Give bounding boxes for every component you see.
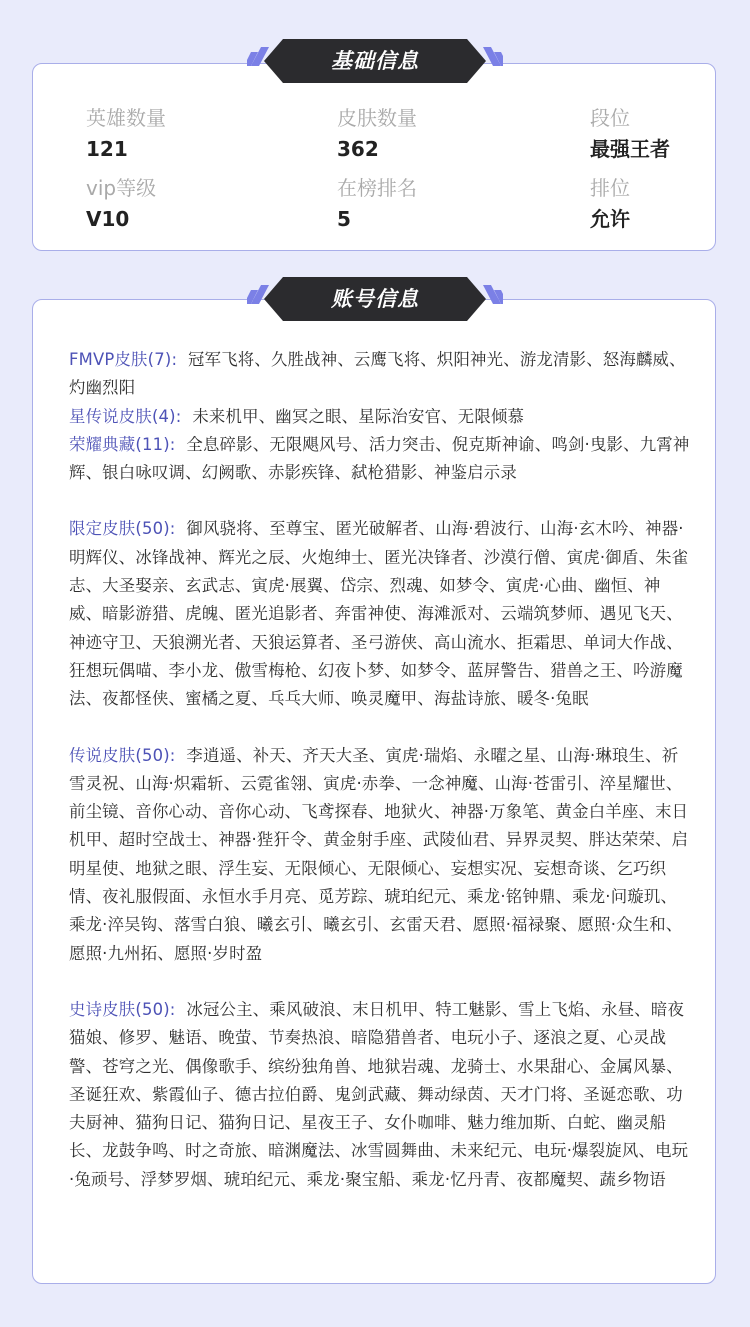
- stat-leaderboard-rank: [337, 174, 417, 234]
- stat-ranked-allowed: [590, 174, 630, 234]
- skin-group-epic: [69, 996, 693, 1194]
- skin-group-label: 史诗皮肤(50):: [69, 999, 176, 1019]
- account-info-title: 账号信息: [331, 287, 419, 311]
- skin-section-limited: [69, 515, 693, 713]
- skin-group-honor-collection: [69, 431, 693, 488]
- basic-info-title: 基础信息: [331, 49, 419, 73]
- skin-group-items: 未来机甲、幽冥之眼、星际治安官、无限倾慕: [192, 406, 525, 426]
- stat-vip-level: [86, 174, 156, 234]
- stat-value: 5: [337, 207, 351, 231]
- stat-label: 在榜排名: [337, 176, 417, 200]
- skin-group-label: 荣耀典藏(11):: [69, 434, 176, 454]
- stat-value: 362: [337, 137, 379, 161]
- skin-group-items: 全息碎影、无限飓风号、活力突击、倪克斯神谕、鸣剑·曳影、九霄神辉、银白咏叹调、幻阙歌、赤影疾锋、弑枪猎影、神鉴启示录: [69, 434, 690, 483]
- stat-label: 段位: [590, 106, 630, 130]
- skin-list: [69, 346, 693, 1194]
- skin-group-star-legend: [69, 403, 693, 431]
- stat-hero-count: [86, 104, 166, 164]
- basic-info-card: [32, 63, 716, 251]
- stat-label: 排位: [590, 176, 630, 200]
- skin-group-fmvp: [69, 346, 693, 403]
- stat-value: V10: [86, 207, 130, 231]
- skin-group-label: 传说皮肤(50):: [69, 745, 176, 765]
- stat-skin-count: [337, 104, 417, 164]
- skin-group-label: 限定皮肤(50):: [69, 519, 176, 539]
- stat-value: 121: [86, 137, 128, 161]
- skin-section-premium: [69, 346, 693, 487]
- account-info-header: [247, 276, 503, 322]
- stat-label: 皮肤数量: [337, 106, 417, 130]
- skin-group-limited: [69, 515, 693, 713]
- stat-value: 最强王者: [590, 137, 670, 161]
- skin-group-items: 冰冠公主、乘风破浪、末日机甲、特工魅影、雪上飞焰、永昼、暗夜猫娘、修罗、魅语、晚萤、节奏热浪、暗隐猎兽者、电玩小子、逐浪之夏、心灵战警、苍穹之光、偶像歌手、缤纷独角兽、地狱岩魂、龙骑士、水果甜心、金属风暴、圣诞狂欢、紫霞仙子、德古拉伯爵、鬼剑武藏、舞动绿茵、天才门将、圣诞恋歌、功夫厨神、猫狗日记、猫狗日记、星夜王子、女仆咖啡、魅力维加斯、白蛇、幽灵船长、龙鼓争鸣、时之奇旅、暗渊魔法、冰雪圆舞曲、未来纪元、电玩·爆裂旋风、电玩·兔顽号、浮梦罗烟、琥珀纪元、乘龙·聚宝船、乘龙·忆丹青、夜都魔契、蔬乡物语: [69, 999, 689, 1189]
- basic-info-header: [247, 38, 503, 84]
- basic-stats-grid: [86, 104, 706, 244]
- skin-group-label: 星传说皮肤(4):: [69, 406, 182, 426]
- skin-section-epic: [69, 996, 693, 1194]
- account-info-card: [32, 299, 716, 1284]
- stat-label: 英雄数量: [86, 106, 166, 130]
- skin-group-items: 冠军飞将、久胜战神、云鹰飞将、炽阳神光、游龙清影、怒海麟威、灼幽烈阳: [69, 350, 686, 398]
- stat-rank-tier: [590, 104, 670, 164]
- skin-section-legend: [69, 742, 693, 968]
- skin-group-items: 御风骁将、至尊宝、匿光破解者、山海·碧波行、山海·玄木吟、神器·明辉仪、冰锋战神、辉光之辰、火炮绅士、匿光决锋者、沙漠行僧、寅虎·御盾、朱雀志、大圣娶亲、玄武志、寅虎·展翼、岱宗、烈魂、如梦令、寅虎·心曲、幽恒、神威、暗影游猎、虎魄、匿光追影者、奔雷神使、海滩派对、云端筑梦师、遇见飞天、神迹守卫、天狼溯光者、天狼运算者、圣弓游侠、高山流水、拒霜思、单词大作战、狂想玩偶喵、李小龙、傲雪梅枪、幻夜卜梦、如梦令、蓝屏警告、猎兽之王、吟游魔法、夜都怪侠、蜜橘之夏、乓乓大师、唤灵魔甲、海盐诗旅、暖冬·兔眠: [69, 519, 689, 709]
- stat-label: vip等级: [86, 176, 157, 200]
- skin-group-items: 李逍遥、补天、齐天大圣、寅虎·瑞焰、永曜之星、山海·琳琅生、祈雪灵祝、山海·炽霜斩、云霓雀翎、寅虎·赤拳、一念神魔、山海·苍雷引、淬星耀世、前尘镜、音你心动、音你心动、飞鸢探春、地狱火、神器·万象笔、黄金白羊座、末日机甲、超时空战士、神器·狴犴令、黄金射手座、武陵仙君、异界灵契、胖达荣荣、启明星使、地狱之眼、浮生妄、无限倾心、无限倾心、妄想实况、妄想奇谈、乞巧织情、夜礼服假面、永恒水手月亮、觅芳踪、琥珀纪元、乘龙·铭钟鼎、乘龙·问璇玑、乘龙·淬吴钩、落雪白狼、曦玄引、曦玄引、玄雷天君、愿照·福禄聚、愿照·众生和、愿照·九州拓、愿照·岁时盈: [69, 745, 689, 963]
- skin-group-legend: [69, 742, 693, 968]
- skin-group-label: FMVP皮肤(7):: [69, 350, 178, 369]
- stat-value: 允许: [590, 207, 630, 231]
